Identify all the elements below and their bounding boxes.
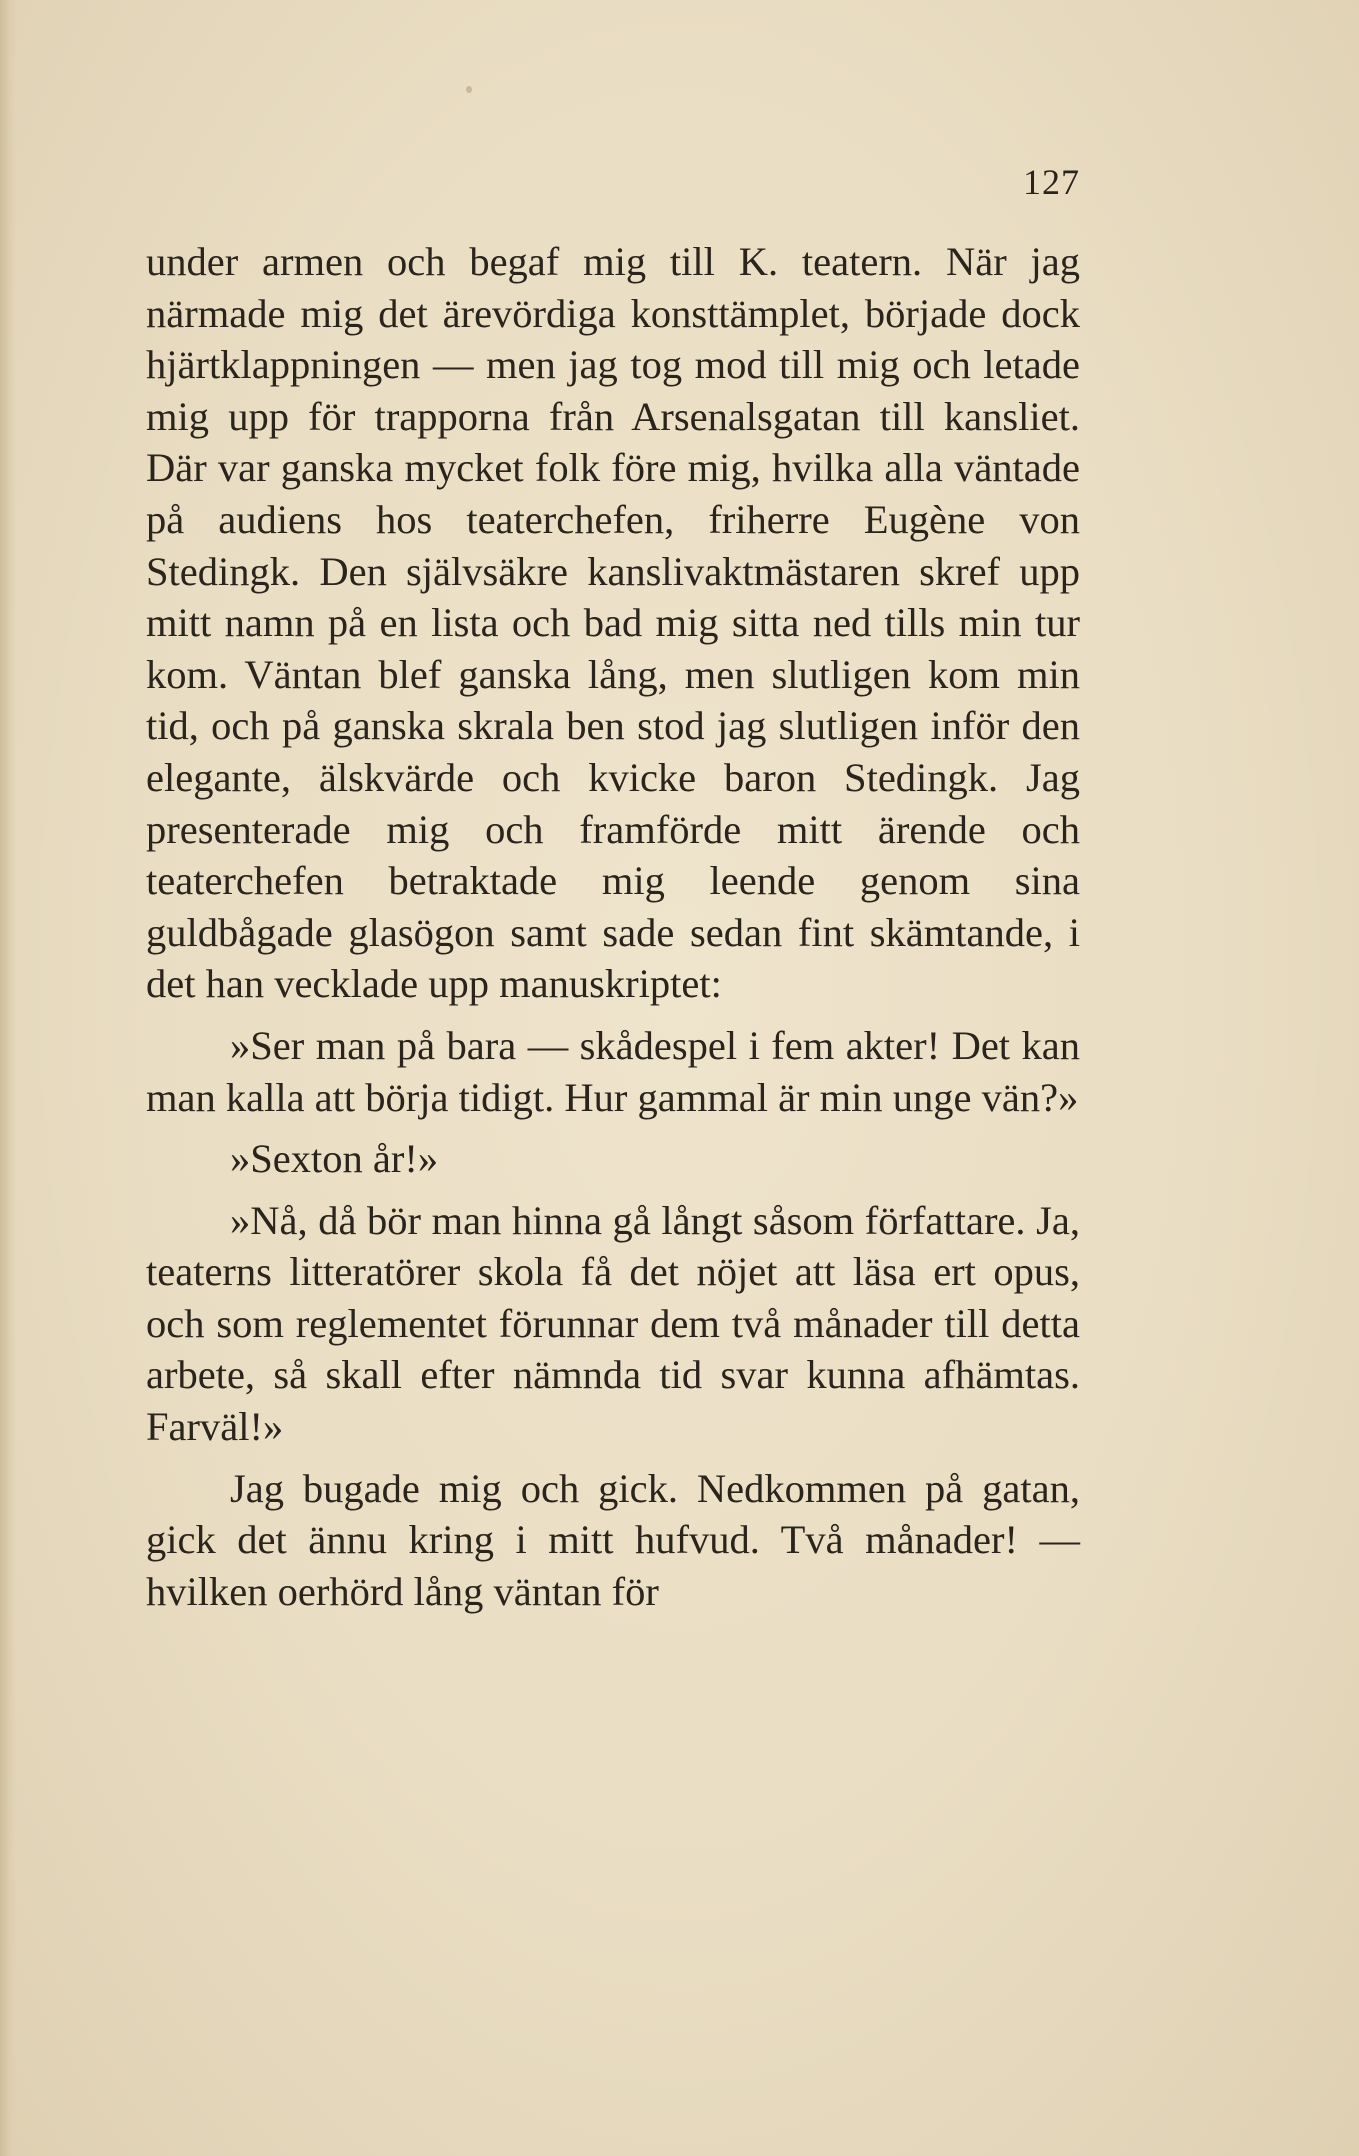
paragraph: Jag bugade mig och gick. Nedkommen på gatan, gick det ännu kring i mitt hufvud. Två månader! — hvilken oerhörd lång väntan för [146,1465,1080,1614]
page-number: 127 [1023,162,1080,202]
paragraph: under armen och begaf mig till K. teatern. När jag närmade mig det ärevördiga konsttämplet, började dock hjärtklappningen — men jag tog mod till mig och letade mig upp för trapporna från Arsenalsgatan till kansliet. Där var ganska mycket folk före mig, hvilka alla väntade på audiens hos teaterchefen, friherre Eugène von Stedingk. Den självsäkre kanslivaktmästaren skref upp mitt namn på en lista och bad mig sitta ned tills min tur kom. Väntan blef ganska lång, men slutligen kom min tid, och på ganska skrala ben stod jag slutligen inför den elegante, älskvärde och kvicke baron Stedingk. Jag presenterade mig och framförde mitt ärende och teaterchefen betraktade mig leende genom sina guldbågade glasögon samt sade sedan fint skämtande, i det han vecklade upp manuskriptet: [146,239,1080,1007]
paragraph: »Nå, då bör man hinna gå långt såsom författare. Ja, teaterns litteratörer skola få det nöjet att läsa ert opus, och som reglementet förunnar dem två månader till detta arbete, så skall efter nämnda tid svar kunna afhämtas. Farväl!» [146,1197,1080,1450]
page-gutter-shadow [0,0,16,2156]
paragraph: »Sexton år!» [230,1136,439,1182]
body-text [146,236,1080,1617]
paragraph: »Ser man på bara — skådespel i fem akter! Det kan man kalla att börja tidigt. Hur gammal är min unge vän?» [146,1022,1080,1120]
paper-speck [466,86,472,93]
